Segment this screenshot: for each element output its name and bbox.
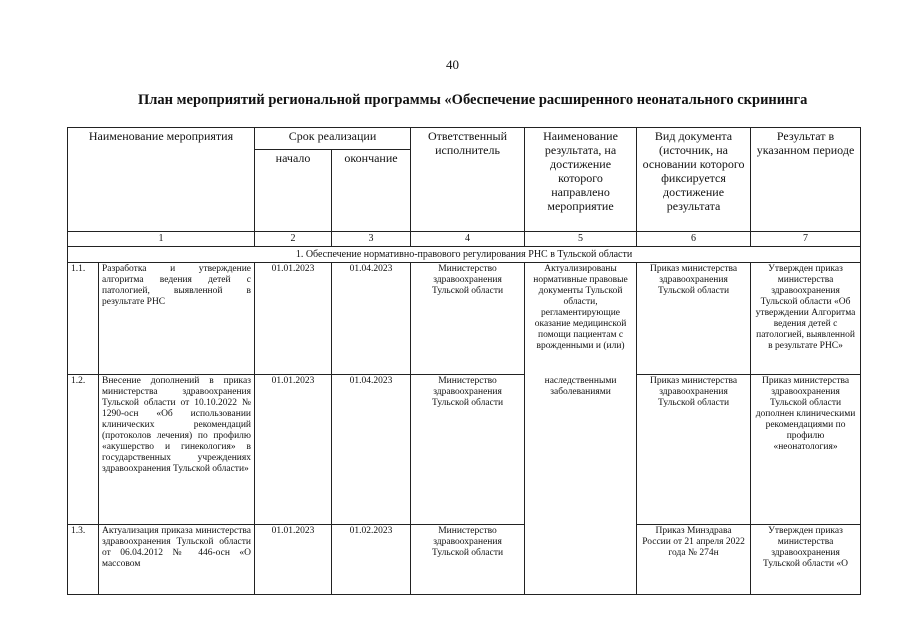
col-number-7: 7	[751, 232, 861, 247]
row-executor: Министерство здравоохранения Тульской области	[411, 375, 525, 525]
document-title: План мероприятий региональной программы «Обеспечение расширенного неонатального скрининга	[138, 92, 808, 108]
row-number: 1.2.	[68, 375, 99, 525]
header-result: Результат в указанном периоде	[751, 128, 861, 232]
row-name: Внесение дополнений в приказ министерства здравоохранения Тульской области от 10.10.2022 № 1290-осн «Об использовании клинических рекомендаций (протоколов лечения) по профилю «акушерство и гинекология» в государственных учреждениях здравоохранения Тульской области»	[99, 375, 255, 525]
row-doc-type: Приказ Минздрава России от 21 апреля 2022 года № 274н	[637, 525, 751, 595]
header-end: окончание	[332, 150, 411, 232]
row-name: Актуализация приказа министерства здравоохранения Тульской области от 06.04.2012 № 446-осн «О массовом	[99, 525, 255, 595]
row-doc-type: Приказ министерства здравоохранения Тульской области	[637, 375, 751, 525]
row-number: 1.1.	[68, 263, 99, 375]
row-doc-type: Приказ министерства здравоохранения Тульской области	[637, 263, 751, 375]
row-result-name: наследственными заболеваниями	[525, 375, 637, 595]
header-name: Наименование мероприятия	[68, 128, 255, 232]
plan-table	[67, 127, 861, 595]
header-doc-type: Вид документа (источник, на основании которого фиксируется достижение результата	[637, 128, 751, 232]
row-start: 01.01.2023	[255, 375, 332, 525]
row-executor: Министерство здравоохранения Тульской области	[411, 525, 525, 595]
header-start: начало	[255, 150, 332, 232]
table-row	[68, 525, 861, 595]
col-number-2: 2	[255, 232, 332, 247]
col-number-5: 5	[525, 232, 637, 247]
row-number: 1.3.	[68, 525, 99, 595]
row-start: 01.01.2023	[255, 263, 332, 375]
row-result-name: Актуализированы нормативные правовые документы Тульской области, регламентирующие оказание медицинской помощи пациентам с врожденными и (или)	[525, 263, 637, 375]
col-number-6: 6	[637, 232, 751, 247]
row-end: 01.04.2023	[332, 375, 411, 525]
col-number-4: 4	[411, 232, 525, 247]
row-start: 01.01.2023	[255, 525, 332, 595]
row-end: 01.02.2023	[332, 525, 411, 595]
row-end: 01.04.2023	[332, 263, 411, 375]
col-number-1: 1	[68, 232, 255, 247]
row-name: Разработка и утверждение алгоритма ведения детей с патологией, выявленной в результате РНС	[99, 263, 255, 375]
table-row	[68, 263, 861, 375]
table-row	[68, 375, 861, 525]
row-result: Утвержден приказ министерства здравоохранения Тульской области «Об утверждении Алгоритма ведения детей с патологией, выявленной в результате РНС»	[751, 263, 861, 375]
col-number-3: 3	[332, 232, 411, 247]
header-executor: Ответственный исполнитель	[411, 128, 525, 232]
row-executor: Министерство здравоохранения Тульской области	[411, 263, 525, 375]
header-period: Срок реализации	[255, 128, 411, 150]
row-result: Утвержден приказ министерства здравоохранения Тульской области «О	[751, 525, 861, 595]
page-number: 40	[446, 57, 459, 72]
section-title: 1. Обеспечение нормативно-правового регулирования РНС в Тульской области	[68, 247, 861, 263]
header-result-name: Наименование результата, на достижение которого направлено мероприятие	[525, 128, 637, 232]
row-result: Приказ министерства здравоохранения Тульской области дополнен клиническими рекомендациями по профилю «неонатология»	[751, 375, 861, 525]
